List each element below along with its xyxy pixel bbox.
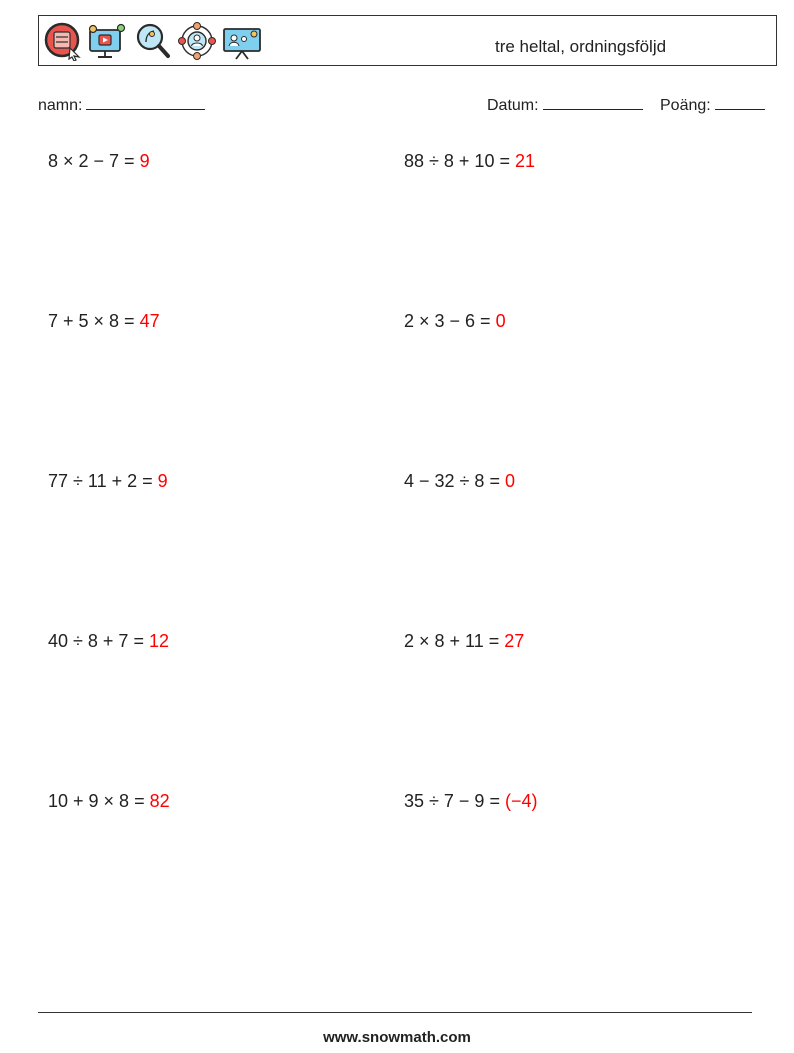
problem-6 [404,471,515,492]
problem-expression: 88 ÷ 8 + 10 = [404,151,515,171]
worksheet-title: tre heltal, ordningsföljd [495,37,667,56]
presentation-board-icon [222,21,262,61]
name-label: namn: [38,97,83,114]
magnifier-icon [133,21,173,61]
problem-answer: 0 [504,471,515,491]
problem-answer: 9 [157,471,168,491]
cursor-tag-icon [43,21,83,61]
problem-answer: 47 [139,311,160,331]
user-network-icon [177,21,217,61]
name-blank [86,94,205,110]
date-blank [543,94,643,110]
problem-4 [404,311,506,332]
problem-8 [404,631,524,652]
footer-divider [38,1012,752,1013]
problem-answer: 12 [148,631,169,651]
problem-answer: 21 [514,151,535,171]
problem-2 [404,151,535,172]
problem-answer: (−4) [504,791,538,811]
problem-10 [404,791,537,812]
worksheet-header [38,15,777,66]
problem-expression: 35 ÷ 7 − 9 = [404,791,505,811]
problem-answer: 27 [504,631,525,651]
problem-expression: 77 ÷ 11 + 2 = [48,471,158,491]
video-monitor-icon [87,21,127,61]
score-blank [715,94,765,110]
name-field [38,94,205,115]
problem-expression: 4 − 32 ÷ 8 = [404,471,505,491]
problem-1 [48,151,150,172]
problem-expression: 2 × 8 + 11 = [404,631,505,651]
score-label: Poäng: [660,97,711,114]
problem-expression: 8 × 2 − 7 = [48,151,140,171]
problem-7 [48,631,169,652]
problem-expression: 40 ÷ 8 + 7 = [48,631,149,651]
problem-expression: 10 + 9 × 8 = [48,791,150,811]
footer-url[interactable]: www.snowmath.com [323,1029,471,1046]
problem-answer: 9 [139,151,150,171]
problem-expression: 2 × 3 − 6 = [404,311,496,331]
problem-9 [48,791,170,812]
date-field [487,94,643,115]
problem-answer: 82 [149,791,170,811]
score-field [660,94,765,115]
problem-5 [48,471,168,492]
problem-answer: 0 [495,311,506,331]
date-label: Datum: [487,97,539,114]
problem-3 [48,311,160,332]
problem-expression: 7 + 5 × 8 = [48,311,140,331]
